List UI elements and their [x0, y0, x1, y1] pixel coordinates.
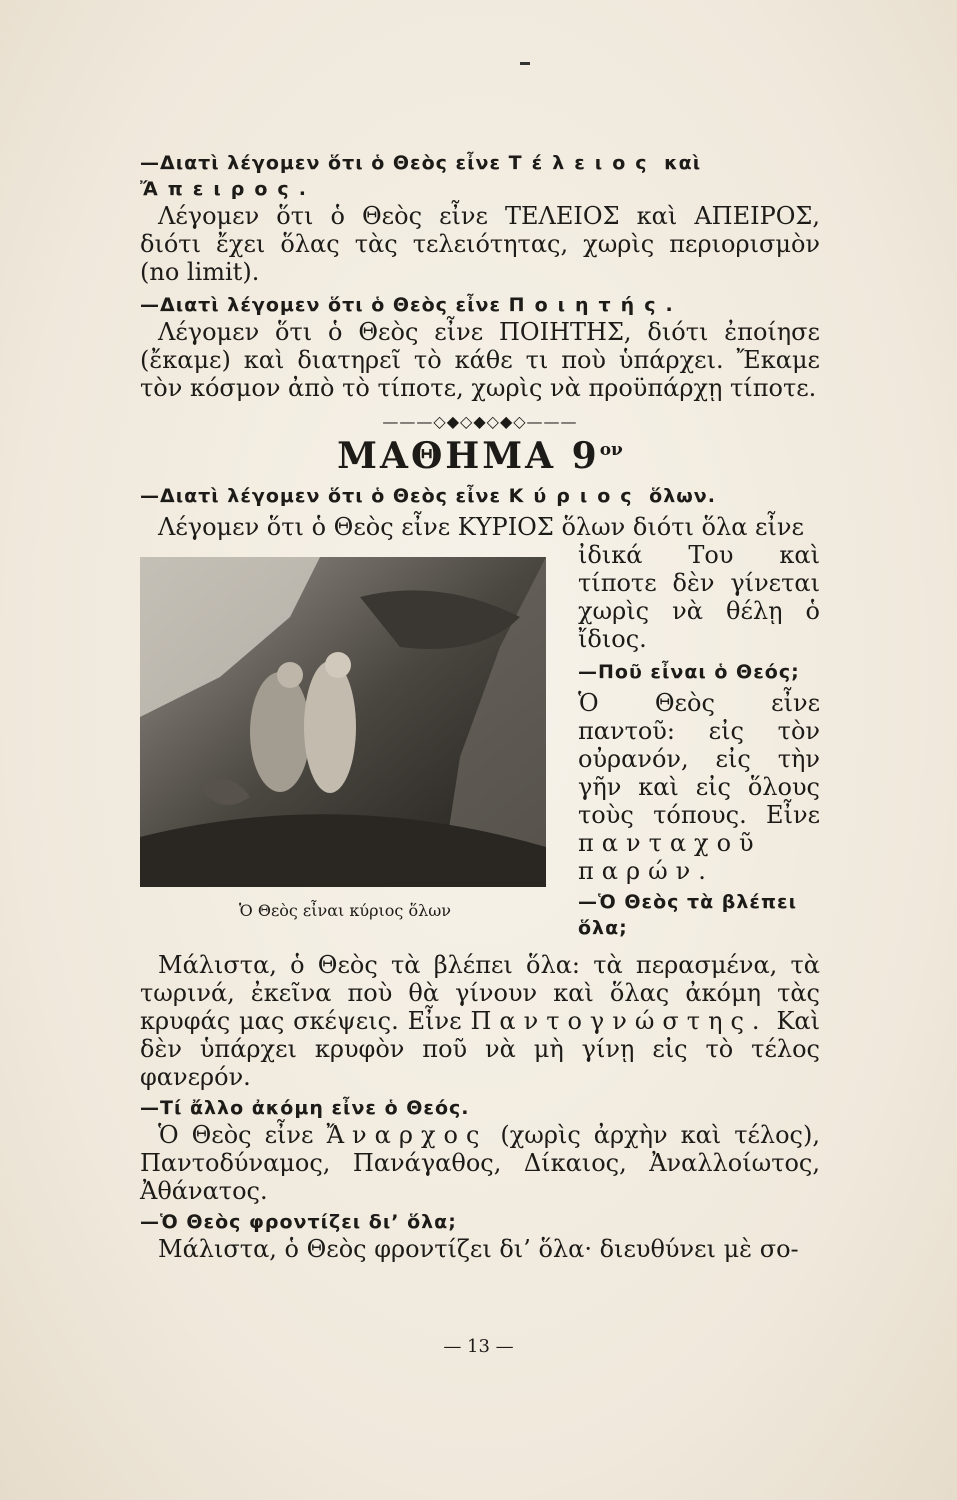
answer-paragraph: Λέγομεν ὅτι ὁ Θεὸς εἶνε ΚΥΡΙΟΣ ὅλων διότι ὅλα εἶνε	[158, 513, 804, 541]
page-content	[140, 150, 820, 1263]
printing-mark	[520, 62, 530, 65]
page-number: — 13 —	[443, 1336, 514, 1357]
question-text: ὅλων.	[649, 485, 716, 507]
question-spaced-word: Τέλειος	[508, 152, 657, 174]
figure	[140, 557, 550, 920]
question-what-else: —Τί ἄλλο ἀκόμη εἶνε ὁ Θεός.	[140, 1097, 470, 1119]
adam-eve-illustration	[140, 557, 546, 887]
question-creator	[140, 292, 820, 318]
answer-paragraph: Μάλιστα, ὁ Θεὸς φροντίζει δι’ ὅλα· διευθύνει μὲ σο-	[158, 1235, 799, 1263]
figure-with-text	[140, 541, 820, 941]
answer-spaced-word: Παντογνώστης.	[470, 1007, 768, 1035]
answer-paragraph: Λέγομεν ὅτι ὁ Θεὸς εἶνε ΤΕΛΕΙΟΣ καὶ ΑΠΕΙΡΟΣ, διότι ἔχει ὅλας τὰς τελειότητας, χωρὶς περιορισμὸν (no limit).	[140, 202, 820, 286]
answer-text: (χωρὶς ἀρχὴν καὶ τέλος), Παντοδύναμος, Πανάγαθος, Δίκαιος, Ἀναλλοίωτος, Ἀθάνατος.	[140, 1121, 820, 1205]
side-column	[578, 541, 820, 941]
question-spaced-word: Ἄπειρος.	[140, 178, 316, 200]
lesson-title	[140, 435, 820, 477]
question-cares-for-all: —Ὁ Θεὸς φροντίζει δι’ ὅλα;	[140, 1211, 457, 1233]
answer-paragraph	[140, 951, 820, 1091]
question-perfect-infinite	[140, 150, 820, 202]
answer-text: Μάλιστα, ὁ Θεὸς τὰ βλέπει ὅλα: τὰ περασμένα, τὰ τωρινά, ἐκεῖνα ποὺ θὰ γίνουν καὶ ὅλας ἀκόμη τὰς κρυφάς μας σκέψεις. Εἶνε	[140, 951, 820, 1035]
lesson-title-sup: ον	[599, 440, 623, 460]
question-sees-all: —Ὁ Θεὸς τὰ βλέπει ὅλα;	[578, 891, 798, 939]
answer-text: Ὁ Θεὸς εἶνε παντοῦ: εἰς τὸν οὐρανόν, εἰς τὴν γῆν καὶ εἰς ὅλους τοὺς τόπους. Εἶνε	[578, 689, 820, 829]
illustration-photo	[140, 557, 546, 887]
answer-spaced-word: Ἄναρχος	[326, 1121, 488, 1149]
answer-paragraph	[140, 1121, 820, 1205]
question-where-is-god: —Ποῦ εἶναι ὁ Θεός;	[578, 661, 800, 683]
question-text: καὶ	[664, 152, 702, 174]
answer-paragraph	[578, 689, 820, 885]
question-spaced-word: Ποιητής.	[508, 294, 683, 316]
answer-paragraph: ἰδικά Του καὶ τίποτε δὲν γίνεται χωρὶς νὰ θέλῃ ὁ ἴδιος.	[578, 541, 820, 653]
question-text: —Διατὶ λέγομεν ὅτι ὁ Θεὸς εἶνε	[140, 294, 502, 316]
figure-caption: Ὁ Θεὸς εἶναι κύριος ὅλων	[238, 901, 451, 920]
ornamental-divider: ———◇◆◇◆◇◆◇———	[382, 412, 578, 431]
question-lord	[140, 483, 820, 509]
answer-text: Ὁ Θεὸς εἶνε	[158, 1121, 314, 1149]
answer-spaced-word: πανταχοῦ παρών.	[578, 829, 762, 885]
question-spaced-word: Κύριος	[508, 485, 642, 507]
answer-paragraph: Λέγομεν ὅτι ὁ Θεὸς εἶνε ΠΟΙΗΤΗΣ, διότι ἐποίησε (ἔκαμε) καὶ διατηρεῖ τὸ κάθε τι ποὺ ὑπάρχει. Ἔκαμε τὸν κόσμον ἀπὸ τὸ τίποτε, χωρὶς νὰ προϋπάρχῃ τίποτε.	[140, 318, 820, 402]
question-text: —Διατὶ λέγομεν ὅτι ὁ Θεὸς εἶνε	[140, 485, 502, 507]
lesson-title-text: ΜΑΘΗΜΑ 9	[337, 435, 600, 477]
question-text: —Διατὶ λέγομεν ὅτι ὁ Θεὸς εἶνε	[140, 152, 502, 174]
answer-text: Καὶ δὲν ὑπάρχει κρυφὸν ποῦ νὰ μὴ γίνῃ εἰς τὸ τέλος φανερόν.	[140, 1007, 820, 1091]
